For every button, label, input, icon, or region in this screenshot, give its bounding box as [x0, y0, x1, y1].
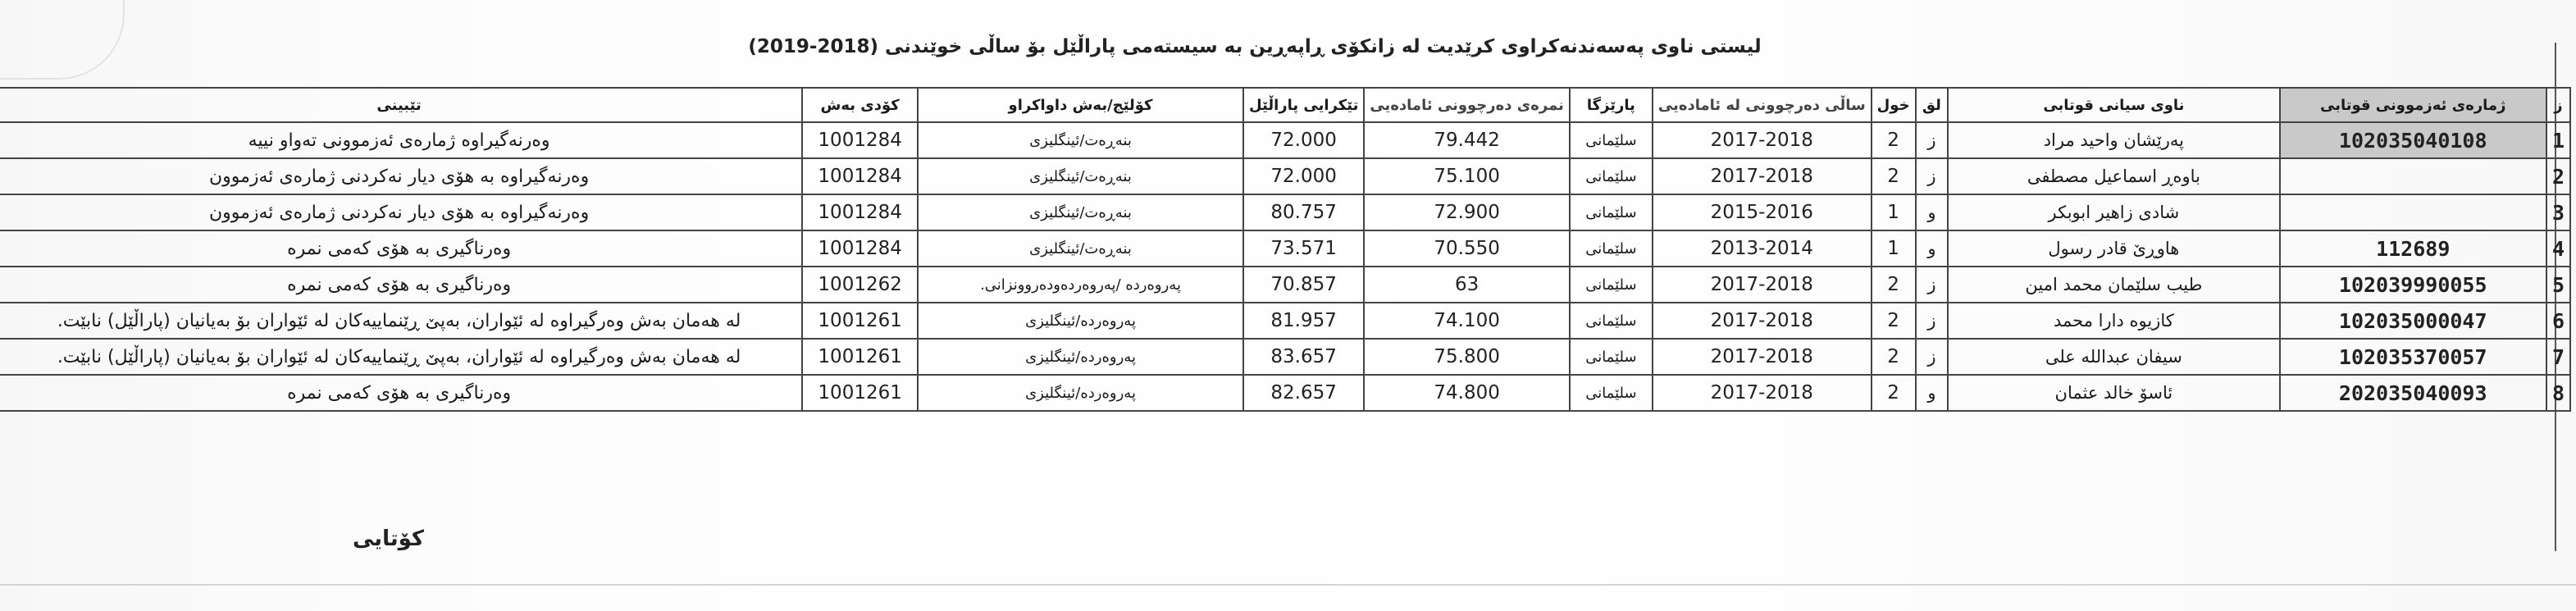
table-row	[0, 267, 2570, 303]
cell-grad-year: 2017-2018	[1653, 122, 1872, 158]
cell-parallel-rate: 70.857	[1243, 267, 1364, 303]
cell-grade-a: 70.550	[1364, 230, 1570, 267]
cell-exam-number	[2280, 158, 2546, 194]
cell-exam-number: 112689	[2280, 230, 2546, 267]
cell-notes: وەرنەگیراوە ژمارەی ئەزموونی تەواو نییە	[0, 122, 802, 158]
cell-grad-year: 2015-2016	[1653, 194, 1872, 230]
cell-parallel-rate: 81.957	[1243, 303, 1364, 339]
cell-notes: لە هەمان بەش وەرگیراوە لە ئێواران، بەپێ ڕێنماییەکان لە ئێواران بۆ بەیانیان (پاراڵێل) نابێت.	[0, 303, 802, 339]
col-header-no: ز	[2546, 88, 2570, 122]
col-header-round: خول	[1872, 88, 1916, 122]
cell-province: سلێمانی	[1570, 230, 1653, 267]
cell-name: باوەڕ اسماعیل مصطفی	[1948, 158, 2279, 194]
cell-no: 3	[2546, 194, 2570, 230]
cell-name: سیفان عبدالله علی	[1948, 339, 2279, 375]
col-header-department-code: کۆدی بەش	[802, 88, 918, 122]
cell-round: 2	[1872, 303, 1916, 339]
end-label: کۆتایی	[353, 527, 425, 551]
cell-grade-a: 75.800	[1364, 339, 1570, 375]
cell-gender: و	[1916, 194, 1949, 230]
col-header-name: ناوی سیانی قوتابی	[1948, 88, 2279, 122]
cell-college-department: پەروەردە/ئینگلیزی	[918, 375, 1243, 411]
cell-department-code: 1001262	[802, 267, 918, 303]
cell-no: 6	[2546, 303, 2570, 339]
cell-round: 2	[1872, 267, 1916, 303]
cell-department-code: 1001261	[802, 339, 918, 375]
cell-round: 2	[1872, 122, 1916, 158]
cell-round: 1	[1872, 194, 1916, 230]
cell-notes: وەرناگیری بە هۆی کەمی نمرە	[0, 267, 802, 303]
cell-college-department: بنەڕەت/ئینگلیزی	[918, 158, 1243, 194]
cell-round: 2	[1872, 339, 1916, 375]
cell-grade-a: 79.442	[1364, 122, 1570, 158]
cell-no: 1	[2546, 122, 2570, 158]
cell-grade-a: 75.100	[1364, 158, 1570, 194]
cell-grad-year: 2017-2018	[1653, 267, 1872, 303]
cell-grad-year: 2017-2018	[1653, 339, 1872, 375]
cell-notes: وەرناگیری بە هۆی کەمی نمرە	[0, 375, 802, 411]
cell-college-department: بنەڕەت/ئینگلیزی	[918, 122, 1243, 158]
cell-province: سلێمانی	[1570, 194, 1653, 230]
cell-gender: و	[1916, 230, 1949, 267]
cell-province: سلێمانی	[1570, 303, 1653, 339]
cell-no: 4	[2546, 230, 2570, 267]
cell-province: سلێمانی	[1570, 339, 1653, 375]
col-header-grade-a: نمرەی دەرچوونی ئامادەیی	[1364, 88, 1570, 122]
cell-round: 2	[1872, 158, 1916, 194]
cell-college-department: بنەڕەت/ئینگلیزی	[918, 230, 1243, 267]
cell-department-code: 1001261	[802, 375, 918, 411]
cell-name: هاوڕێ قادر رسول	[1948, 230, 2279, 267]
cell-grade-a: 74.800	[1364, 375, 1570, 411]
cell-gender: و	[1916, 375, 1949, 411]
cell-name: کازیوە دارا محمد	[1948, 303, 2279, 339]
cell-no: 7	[2546, 339, 2570, 375]
cell-notes: وەرنەگیراوە بە هۆی دیار نەکردنی ژمارەی ئەزموون	[0, 158, 802, 194]
cell-gender: ز	[1916, 339, 1949, 375]
table-row	[0, 303, 2570, 339]
cell-grade-a: 72.900	[1364, 194, 1570, 230]
col-header-exam-number: ژمارەی ئەزموونی قوتابی	[2280, 88, 2546, 122]
cell-grad-year: 2017-2018	[1653, 303, 1872, 339]
cell-exam-number: 102035000047	[2280, 303, 2546, 339]
cell-notes: وەرناگیری بە هۆی کەمی نمرە	[0, 230, 802, 267]
cell-parallel-rate: 80.757	[1243, 194, 1364, 230]
cell-grade-a: 63	[1364, 267, 1570, 303]
cell-grade-a: 74.100	[1364, 303, 1570, 339]
cell-gender: ز	[1916, 267, 1949, 303]
cell-exam-number: 102039990055	[2280, 267, 2546, 303]
cell-notes: وەرنەگیراوە بە هۆی دیار نەکردنی ژمارەی ئەزموون	[0, 194, 802, 230]
cell-parallel-rate: 73.571	[1243, 230, 1364, 267]
col-header-college-department: کۆلێج/بەش داواکراو	[918, 88, 1243, 122]
col-header-parallel-rate: تێکرایی پاراڵێل	[1243, 88, 1364, 122]
cell-name: پەرێشان واحید مراد	[1948, 122, 2279, 158]
cell-no: 8	[2546, 375, 2570, 411]
col-header-province: پارێزگا	[1570, 88, 1653, 122]
table-row	[0, 194, 2570, 230]
cell-department-code: 1001284	[802, 122, 918, 158]
cell-no: 5	[2546, 267, 2570, 303]
cell-college-department: بنەڕەت/ئینگلیزی	[918, 194, 1243, 230]
table-row	[0, 339, 2570, 375]
col-header-notes: تێبینی	[0, 88, 802, 122]
cell-college-department: پەروەردە/ئینگلیزی	[918, 303, 1243, 339]
cell-province: سلێمانی	[1570, 267, 1653, 303]
table-row	[0, 375, 2570, 411]
document-title: لیستی ناوی پەسەندنەکراوی کرێدیت لە زانکۆی ڕاپەڕین بە سیستەمی پاراڵێل بۆ ساڵی خوێندنی (2018-2019)	[748, 36, 1762, 57]
cell-grad-year: 2017-2018	[1653, 158, 1872, 194]
cell-exam-number	[2280, 194, 2546, 230]
cell-province: سلێمانی	[1570, 122, 1653, 158]
cell-parallel-rate: 83.657	[1243, 339, 1364, 375]
cell-gender: ز	[1916, 158, 1949, 194]
cell-province: سلێمانی	[1570, 158, 1653, 194]
cell-grad-year: 2017-2018	[1653, 375, 1872, 411]
table-row	[0, 122, 2570, 158]
cell-no: 2	[2546, 158, 2570, 194]
col-header-gender: لق	[1916, 88, 1949, 122]
table-row	[0, 230, 2570, 267]
table-row	[0, 158, 2570, 194]
cell-parallel-rate: 82.657	[1243, 375, 1364, 411]
cell-notes: لە هەمان بەش وەرگیراوە لە ئێواران، بەپێ ڕێنماییەکان لە ئێواران بۆ بەیانیان (پاراڵێل) نابێت.	[0, 339, 802, 375]
cell-exam-number: 202035040093	[2280, 375, 2546, 411]
cell-gender: ز	[1916, 303, 1949, 339]
cell-parallel-rate: 72.000	[1243, 158, 1364, 194]
cell-name: شادی زاهیر ابوبکر	[1948, 194, 2279, 230]
cell-exam-number: 102035370057	[2280, 339, 2546, 375]
cell-grad-year: 2013-2014	[1653, 230, 1872, 267]
cell-province: سلێمانی	[1570, 375, 1653, 411]
cell-name: طیب سلێمان محمد امین	[1948, 267, 2279, 303]
cell-gender: ز	[1916, 122, 1949, 158]
table-header-row	[0, 88, 2570, 122]
cell-round: 1	[1872, 230, 1916, 267]
cell-parallel-rate: 72.000	[1243, 122, 1364, 158]
col-header-grad-year: ساڵی دەرچوونی لە ئامادەیی	[1653, 88, 1872, 122]
cell-department-code: 1001261	[802, 303, 918, 339]
cell-round: 2	[1872, 375, 1916, 411]
cell-exam-number: 102035040108	[2280, 122, 2546, 158]
cell-department-code: 1001284	[802, 230, 918, 267]
page-bottom-edge	[0, 584, 2576, 586]
cell-department-code: 1001284	[802, 158, 918, 194]
cell-college-department: پەروەردە /پەروەردەودەروونزانی.	[918, 267, 1243, 303]
cell-college-department: پەروەردە/ئینگلیزی	[918, 339, 1243, 375]
cell-department-code: 1001284	[802, 194, 918, 230]
cell-name: ئاسۆ خالد عثمان	[1948, 375, 2279, 411]
rejected-students-table	[0, 87, 2571, 412]
